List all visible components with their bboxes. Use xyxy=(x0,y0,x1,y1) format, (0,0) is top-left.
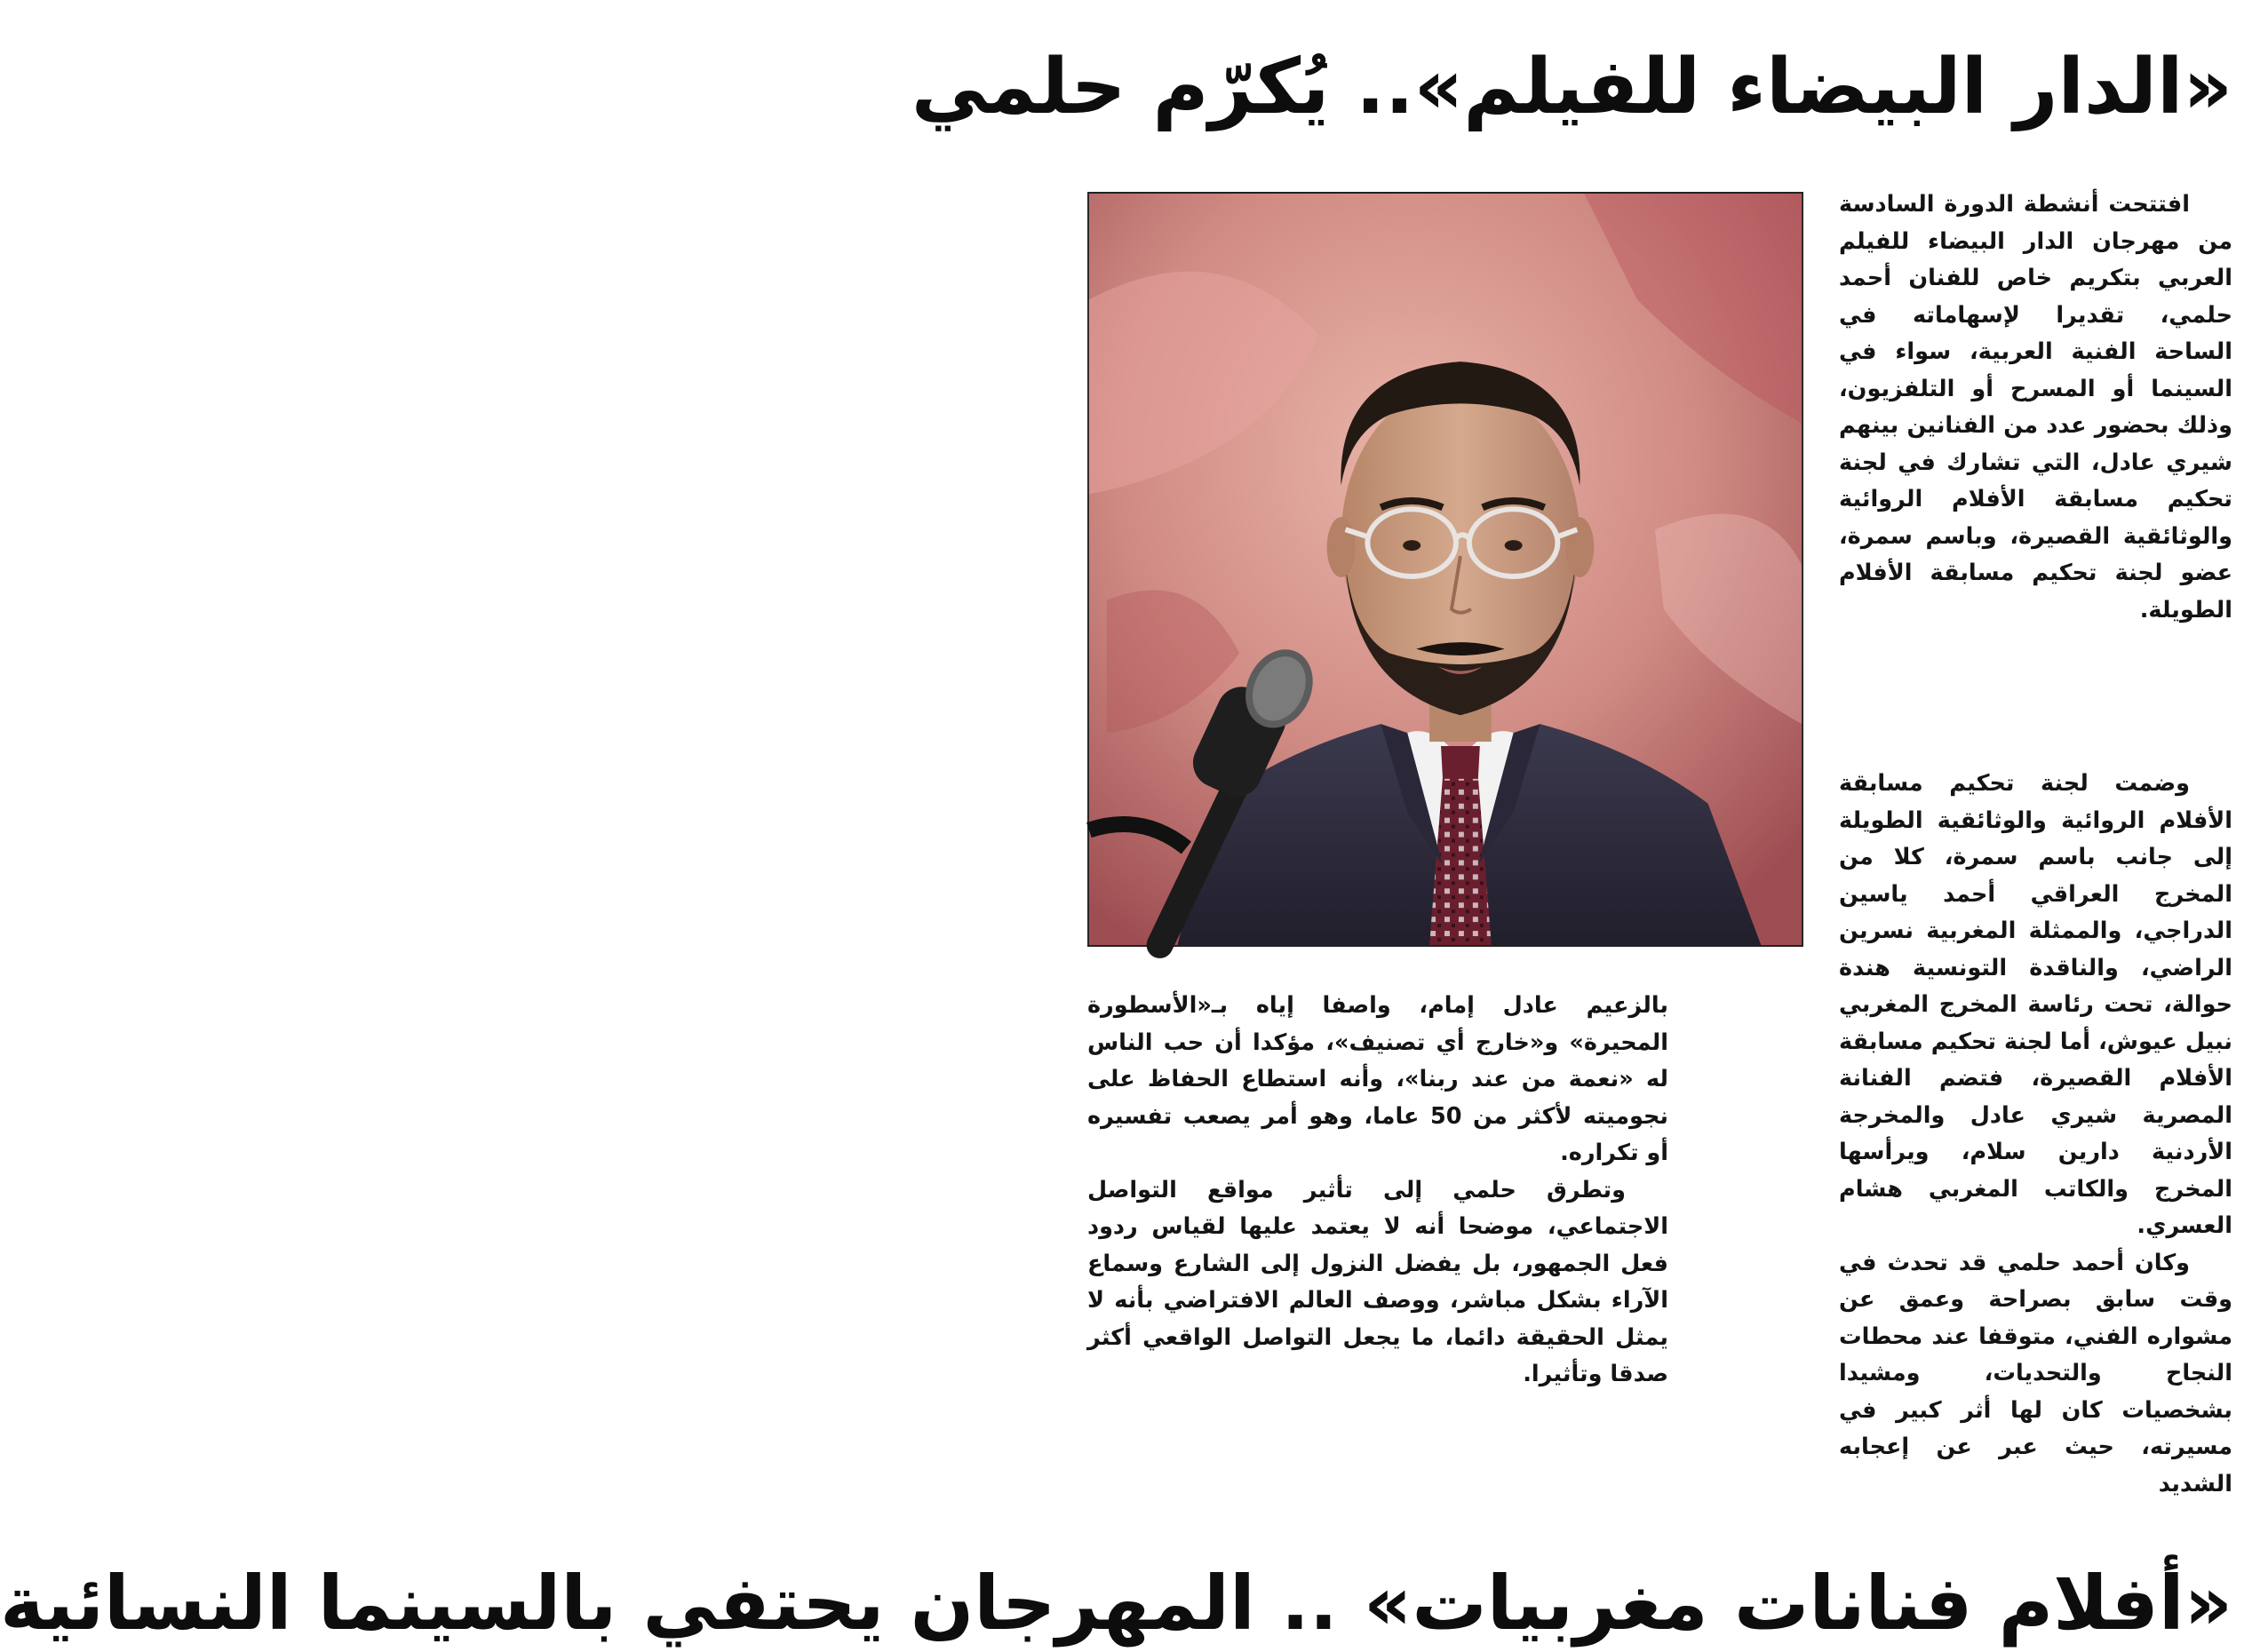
next-article-headline: «أفلام فنانات مغربيات» .. المهرجان يحتفي بالسينما النسائية xyxy=(0,1560,2232,1647)
paragraph: وكان أحمد حلمي قد تحدث في وقت سابق بصراحة وعمق عن مشواره الفني، متوقفا عند محطات النجاح والتحديات، ومشيدا بشخصيات كان لها أثر كبير في مسيرته، حيث عبر عن إعجابه الشديد xyxy=(1839,1249,2232,1497)
article-column-right-top xyxy=(1839,187,2232,766)
paragraph: افتتحت أنشطة الدورة السادسة من مهرجان الدار البيضاء للفيلم العربي بتكريم خاص للفنان أحمد حلمي، تقديرا لإسهاماته في الساحة الفنية العربية، سواء في السينما أو المسرح أو التلفزيون، وذلك بحضور عدد من الفنانين بينهم شيري عادل، التي تشارك في لجنة تحكيم مسابقة الأفلام الروائية والوثائقية القصيرة، وباسم سمرة، عضو لجنة تحكيم مسابقة الأفلام الطويلة. xyxy=(1839,191,2232,623)
article-column-left-bottom xyxy=(1087,988,1668,1521)
portrait-photo-icon xyxy=(1089,194,1802,945)
paragraph: وضمت لجنة تحكيم مسابقة الأفلام الروائية والوثائقية الطويلة إلى جانب باسم سمرة، كلا من المخرج العراقي أحمد ياسين الدراجي، والممثلة المغربية نسرين الراضي، والناقدة التونسية هندة حوالة، تحت رئاسة المخرج المغربي نبيل عيوش، أما لجنة تحكيم مسابقة الأفلام القصيرة، فتضم الفنانة المصرية شيري عادل والمخرجة الأردنية دارين سلام، ويرأسها المخرج والكاتب المغربي هشام العسري. xyxy=(1839,770,2232,1239)
paragraph: بالزعيم عادل إمام، واصفا إياه بـ«الأسطورة المحيرة» و«خارج أي تصنيف»، مؤكدا أن حب الناس له «نعمة من عند ربنا»، وأنه استطاع الحفاظ على نجوميته لأكثر من 50 عاما، وهو أمر يصعب تفسيره أو تكراره. xyxy=(1087,992,1668,1166)
article-photo xyxy=(1087,192,1803,947)
article-headline: «الدار البيضاء للفيلم».. يُكرّم حلمي xyxy=(911,43,2232,131)
paragraph: وتطرق حلمي إلى تأثير مواقع التواصل الاجتماعي، موضحا أنه لا يعتمد عليها لقياس ردود فعل الجمهور، بل يفضل النزول إلى الشارع وسماع الآراء بشكل مباشر، ووصف العالم الافتراضي بأنه لا يمثل الحقيقة دائما، ما يجعل التواصل الواقعي أكثر صدقا وتأثيرا. xyxy=(1087,1176,1668,1387)
next-article-strip xyxy=(0,1549,2268,1647)
article-column-right-bottom xyxy=(1839,766,2232,1515)
